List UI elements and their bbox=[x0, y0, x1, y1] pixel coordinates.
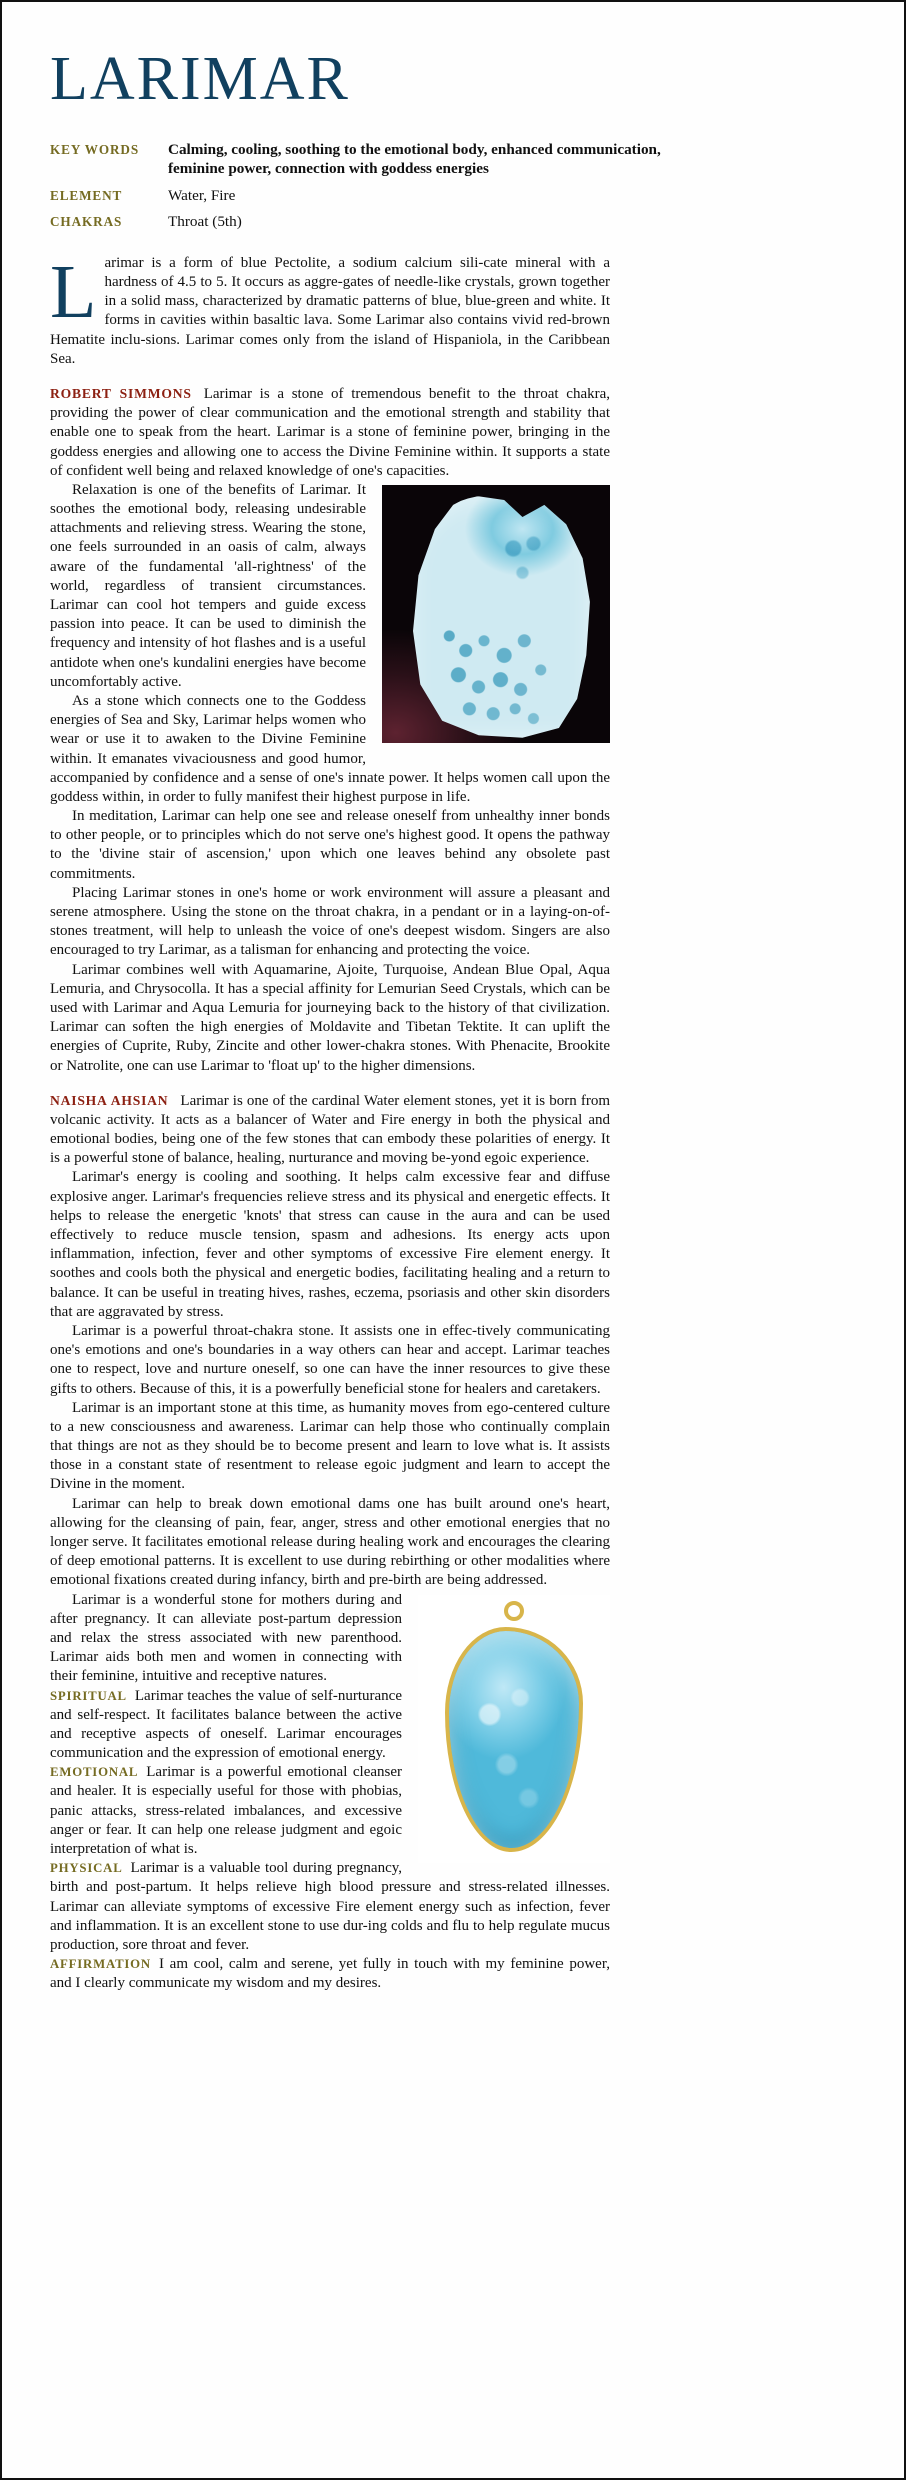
attribute-label-emotional: EMOTIONAL bbox=[50, 1765, 139, 1780]
property-row-element bbox=[50, 186, 690, 205]
attribute-text-spiritual: Larimar teaches the value of self-nurturance and self-respect. It facilitates balance between the active and receptive aspects of oneself. Larimar encourages communication and the expression of emotional energy. bbox=[50, 1687, 402, 1762]
drop-cap-letter: L bbox=[50, 249, 97, 334]
affirmation-paragraph bbox=[50, 1955, 610, 1993]
simmons-paragraph-2: Relaxation is one of the benefits of Larimar. It soothes the emotional body, releasing undesirable attachments and relieving stress. Wearing the stone, one feels surrounded in an oasis of calm, always aware of the fundamental 'all-rightness' of the world, regardless of transient circumstances. Larimar can cool hot tempers and guide excess passion into peace. It can be used to diminish the frequency and intensity of hot flashes and is a useful antidote when one's kundalini energies have become uncomfortably active. bbox=[50, 481, 366, 690]
pendant-bail-icon bbox=[504, 1601, 524, 1621]
property-value-element: Water, Fire bbox=[168, 186, 236, 204]
byline-naisha-ahsian: NAISHA AHSIAN bbox=[50, 1092, 169, 1108]
byline-robert-simmons: ROBERT SIMMONS bbox=[50, 385, 192, 401]
figure-larimar-slab bbox=[382, 485, 610, 743]
affirmation-text: I am cool, calm and serene, yet fully in touch with my feminine power, and I clearly communicate my wisdom and my desires. bbox=[50, 1956, 610, 1992]
property-row-key-words bbox=[50, 140, 690, 179]
ahsian-text-1: Larimar is one of the cardinal Water element stones, yet it is born from volcanic activity. It acts as a balancer of Water and Fire energy in both the physical and emotional bodies, being one of the few stones that can embody these polarities of energy. It is a powerful stone of balance, healing, nurturance and moving be-yond egoic experience. bbox=[50, 1092, 610, 1167]
page-border-top bbox=[0, 0, 906, 2]
ahsian-paragraph-1 bbox=[50, 1092, 610, 1169]
page-border-left bbox=[0, 0, 2, 2480]
intro-paragraph bbox=[50, 249, 610, 369]
larimar-pendant-photo bbox=[418, 1595, 610, 1863]
property-label-element: ELEMENT bbox=[50, 187, 123, 203]
ahsian-paragraph-4: Larimar is an important stone at this time, as humanity moves from ego-centered culture to a new consciousness and awareness. Larimar can help those who continually complain that things are not as they should be to become present and learn to love what is. It assists those in a constant state of resentment to release egoic judgment and learn to accept the Divine in the moment. bbox=[50, 1399, 610, 1493]
ahsian-paragraph-2: Larimar's energy is cooling and soothing. It helps calm excessive fear and diffuse explosive anger. Larimar's frequencies relieve stress and its physical and energetic effects. It helps to release the energetic 'knots' that stress can cause in the aura and can be used effectively to reduce muscle tension, spasm and adhesions. Its energy acts upon inflammation, infection, fever and other symptoms of excessive Fire element energy. It soothes and cools both the physical and energetic bodies, facilitating healing and a return to balance. It can be useful in treating hives, rashes, eczema, psoriasis and other skin disorders that are aggravated by stress. bbox=[50, 1169, 610, 1320]
figure-larimar-pendant bbox=[418, 1595, 610, 1863]
ahsian-paragraph-5: Larimar can help to break down emotional dams one has built around one's heart, allowing for the cleansing of pain, fear, anger, stress and other emotional energies that no longer serve. It facilitates emotional release during healing work and encourages the clearing of deep emotional patterns. It is excellent to use during rebirthing or other modalities where emotional fixations created during infancy, birth and pre-birth are being addressed. bbox=[50, 1495, 610, 1589]
property-label-key-words: KEY WORDS bbox=[50, 142, 140, 157]
larimar-slab-stone-shape bbox=[409, 495, 591, 738]
property-row-chakras bbox=[50, 212, 690, 231]
simmons-paragraph-6: Larimar combines well with Aquamarine, Ajoite, Turquoise, Andean Blue Opal, Aqua Lemuria, and Chrysocolla. It has a special affinity for Lemurian Seed Crystals, which can be used with Larimar and Aqua Lemuria for journeying back to the history of that civilization. Larimar can soften the high energies of Moldavite and Tibetan Tektite. It can uplift the energies of Cuprite, Ruby, Zincite and other lower-chakra stones. With Phenacite, Brookite or Natrolite, one can use Larimar to 'float up' to the higher dimensions. bbox=[50, 961, 610, 1074]
attribute-label-affirmation: AFFIRMATION bbox=[50, 1957, 151, 1972]
stone-properties-list bbox=[50, 140, 690, 232]
simmons-text-1: Larimar is a stone of tremendous benefit to the throat chakra, providing the power of clear communication and the emotional strength and stability that enable one to speak from the heart. Larimar is a stone of feminine power, bringing in the goddess energies and allowing one to access the Divine Feminine within. It supports a state of confident well being and relaxed knowledge of one's capacities. bbox=[50, 385, 610, 479]
larimar-slab-photo bbox=[382, 485, 610, 743]
simmons-paragraph-4: In meditation, Larimar can help one see and release oneself from unhealthy inner bonds to other people, or to principles which do not serve one's highest good. It opens the pathway to the 'divine stair of ascension,' upon which one leaves behind any obsolete past commitments. bbox=[50, 808, 610, 882]
attribute-physical bbox=[50, 1859, 610, 1955]
larimar-slab-pattern bbox=[409, 495, 591, 738]
property-value-key-words: Calming, cooling, soothing to the emotional body, enhanced communication, feminine power, connection with goddess energies bbox=[168, 141, 661, 178]
pendant-gemstone bbox=[445, 1627, 583, 1852]
attribute-label-physical: PHYSICAL bbox=[50, 1861, 123, 1876]
intro-text: arimar is a form of blue Pectolite, a sodium calcium sili-cate mineral with a hardness of 4.5 to 5. It occurs as aggre-gates of needle-like crystals, grown together in a solid mass, characterized by dramatic patterns of blue, blue-green and white. It forms in cavities within basaltic lava. Some Larimar also contains vivid red-brown Hematite inclu-sions. Larimar comes only from the island of Hispaniola, in the Caribbean Sea. bbox=[50, 254, 610, 367]
pendant-gemstone-pattern bbox=[453, 1635, 575, 1844]
page-title: LARIMAR bbox=[50, 45, 350, 113]
article-body bbox=[50, 249, 610, 1994]
simmons-paragraph-1 bbox=[50, 385, 610, 481]
property-value-chakras: Throat (5th) bbox=[168, 213, 242, 231]
simmons-paragraph-3: As a stone which connects one to the Goddess energies of Sea and Sky, Larimar helps women who wear or use it to awaken to the Divine Feminine within. It emanates vivaciousness and good humor, accompanied by confidence and a sense of one's innate power. It helps women call upon the goddess within, in order to fully manifest their highest purpose in life. bbox=[50, 692, 610, 805]
attribute-text-physical: Larimar is a valuable tool during pregnancy, birth and post-partum. It helps relieve high blood pressure and stress-related illnesses. Larimar can alleviate symptoms of excessive Fire element energy such as infection, fever and inflammation. It is an excellent stone to use dur-ing colds and flu to help regulate mucus production, sore throat and fever. bbox=[50, 1860, 610, 1953]
ahsian-paragraph-6: Larimar is a wonderful stone for mothers during and after pregnancy. It can alleviate post-partum depression and relax the stress associated with new parenthood. Larimar aids both men and women in connecting with their feminine, intuitive and receptive natures. bbox=[50, 1591, 402, 1685]
section-naisha-ahsian bbox=[50, 1092, 610, 1994]
attribute-label-spiritual: SPIRITUAL bbox=[50, 1688, 127, 1703]
simmons-paragraph-5: Placing Larimar stones in one's home or work environment will assure a pleasant and serene atmosphere. Using the stone on the throat chakra, in a pendant or in a laying-on-of-stones treatment, will help to unleash the voice of one's deepest wisdom. Singers are also encouraged to try Larimar, as a talisman for enhancing and protecting the voice. bbox=[50, 884, 610, 959]
property-label-chakras: CHAKRAS bbox=[50, 214, 123, 230]
ahsian-paragraph-3: Larimar is a powerful throat-chakra stone. It assists one in effec-tively communicating one's emotions and one's boundaries in a way others can hear and accept. Larimar teaches one to respect, love and nurture oneself, so one can have the inner resources to give these gifts to others. Because of this, it is a powerfully beneficial stone for healers and caretakers. bbox=[50, 1322, 610, 1397]
attribute-text-emotional: Larimar is a powerful emotional cleanser and healer. It is especially useful for those with phobias, panic attacks, stress-related imbalances, and excessive anger or fear. It can help one release judgment and egoic interpretation of what is. bbox=[50, 1764, 402, 1857]
section-robert-simmons bbox=[50, 385, 610, 1076]
